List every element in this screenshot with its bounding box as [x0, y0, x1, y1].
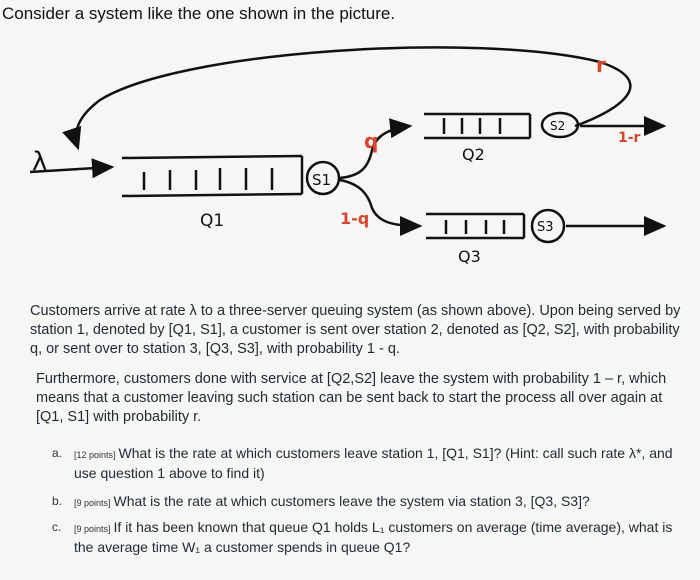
prob-1-minus-q-label: 1-q — [340, 209, 370, 228]
q1-label: Q1 — [200, 211, 225, 231]
problem-intro: Consider a system like the one shown in the picture. — [2, 4, 396, 23]
question-points: [9 points] — [74, 498, 111, 508]
question-letter: a. — [52, 446, 63, 460]
queue-q2 — [424, 114, 530, 138]
prob-r-label: r — [596, 53, 606, 77]
question-letter: c. — [52, 520, 62, 534]
question-letter: b. — [52, 494, 63, 508]
question-points: [12 points] — [74, 450, 116, 460]
prob-q-label: q — [364, 129, 379, 153]
s3-label: S3 — [537, 220, 554, 235]
queue-q1 — [122, 156, 302, 196]
prob-1-minus-r-label: 1-r — [618, 130, 641, 146]
question-text: If it has been known that queue Q1 holds L₁ customers on average (time average), what is the average time W₁ a customer spends in queue Q1? — [74, 519, 673, 555]
q2-label: Q2 — [462, 145, 485, 164]
arrival-rate-label: λ — [32, 147, 48, 177]
q3-label: Q3 — [458, 247, 481, 266]
s1-label: S1 — [312, 171, 332, 189]
queue-q3 — [426, 214, 524, 238]
paragraph-system-description: Customers arrive at rate λ to a three-server queuing system (as shown above). Upon being served by station 1, denoted by [Q1, S1], a customer is sent over station 2, denoted as [Q2, S2], with probability q, or sent over to station 3, [Q3, S3], with probability 1 - q. — [30, 303, 681, 357]
question-text: What is the rate at which customers leave station 1, [Q1, S1]? (Hint: call such rate λ*, and use question 1 above to find it) — [74, 445, 673, 481]
question-points: [9 points] — [74, 524, 111, 534]
queueing-network-diagram — [0, 30, 700, 280]
question-text: What is the rate at which customers leave the system via station 3, [Q3, S3]? — [113, 493, 590, 509]
s2-label: S2 — [550, 119, 566, 133]
paragraph-feedback-description: Furthermore, customers done with service at [Q2,S2] leave the system with probability 1 – r, which means that a customer leaving such station can be sent back to start the process all over again at [Q1, S1] with probability r. — [36, 371, 667, 425]
